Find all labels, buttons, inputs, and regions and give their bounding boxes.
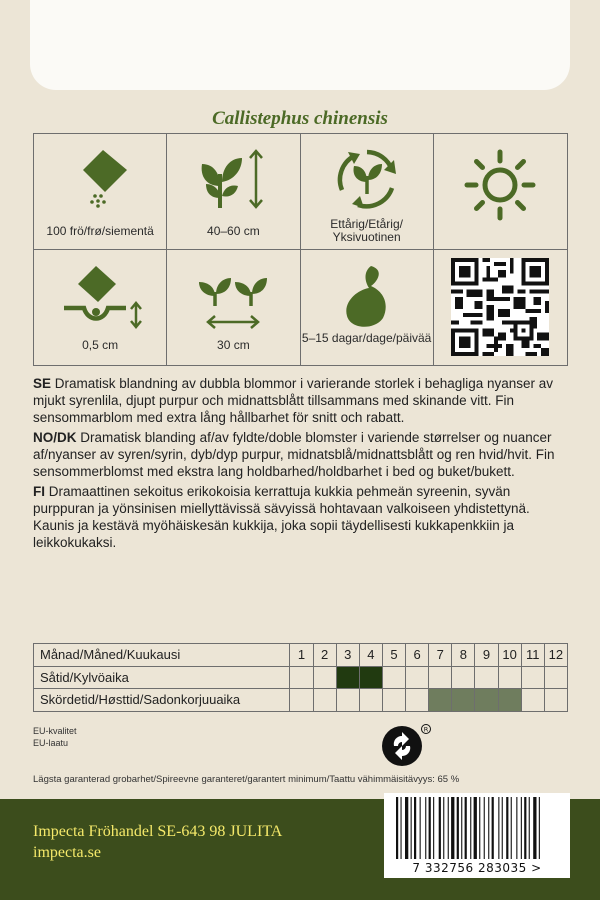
calendar-cell-month-10 — [498, 689, 521, 712]
growing-calendar — [33, 643, 568, 712]
month-2: 2 — [313, 644, 336, 667]
barcode-bars — [384, 797, 570, 859]
barcode-bar — [516, 797, 517, 859]
calendar-cell-month-7 — [429, 666, 452, 689]
barcode-bar — [443, 797, 444, 859]
barcode-bar — [511, 797, 512, 859]
barcode-bar — [539, 797, 540, 859]
calendar-row-label: Såtid/Kylvöaika — [34, 666, 290, 689]
month-6: 6 — [406, 644, 429, 667]
calendar-row-harvest — [34, 689, 568, 712]
barcode-bar — [533, 797, 536, 859]
calendar-header-label: Månad/Måned/Kuukausi — [34, 644, 290, 667]
seed-count-label: 100 frö/frø/siementä — [46, 224, 154, 238]
green-dot-recycling-icon — [380, 722, 432, 768]
height-label: 40–60 cm — [207, 224, 260, 238]
calendar-row-label: Skördetid/Høsttid/Sadonkorjuuaika — [34, 689, 290, 712]
barcode-bar — [502, 797, 503, 859]
description-no-dk — [33, 429, 568, 480]
calendar-cell-month-9 — [475, 666, 498, 689]
calendar-row-sowing — [34, 666, 568, 689]
barcode-bar — [396, 797, 398, 859]
calendar-cell-month-11 — [521, 666, 544, 689]
month-7: 7 — [429, 644, 452, 667]
spacing-cell — [167, 250, 300, 366]
lang-code: FI — [33, 484, 45, 499]
barcode-bar — [461, 797, 462, 859]
month-10: 10 — [498, 644, 521, 667]
barcode-bar — [414, 797, 416, 859]
description-se — [33, 375, 568, 426]
lifecycle-label: Ettårig/Etårig/ Yksivuotinen — [330, 217, 403, 244]
barcode-bar — [465, 797, 467, 859]
calendar-cell-month-2 — [313, 689, 336, 712]
barcode-bar — [529, 797, 530, 859]
calendar-cell-month-8 — [452, 689, 475, 712]
barcode-bar — [451, 797, 454, 859]
description-text: Dramatisk blanding af/av fyldte/doble blomster i variende størrelser og nuancer af/nyanser av syren/syrin, dyb/dyp purpur, midnatsblå/midnattsblått og ren hvid/hvit. Fin sensommerblomst med ekstra lang holdbarhed/holdbarhet i bed og buket/bukett. — [33, 430, 555, 479]
barcode-number: 7 332756 283035 > — [412, 861, 542, 875]
calendar-header-row — [34, 644, 568, 667]
barcode-bar — [429, 797, 431, 859]
calendar-cell-month-8 — [452, 666, 475, 689]
plant-spacing-icon — [193, 268, 273, 332]
company-website[interactable]: impecta.se — [33, 844, 101, 861]
description-fi — [33, 483, 568, 551]
calendar-cell-month-4 — [359, 689, 382, 712]
seed-count-cell — [34, 134, 167, 250]
sowing-depth-icon — [58, 260, 142, 332]
eu-quality-fi: EU-laatu — [33, 738, 69, 748]
barcode-bar — [439, 797, 441, 859]
barcode-bar — [448, 797, 449, 859]
qr-cell — [434, 250, 567, 366]
sowing-depth-cell — [34, 250, 167, 366]
germination-label: 5–15 dagar/dage/päivää — [301, 330, 432, 345]
spacing-label: 30 cm — [217, 337, 250, 352]
barcode-bar — [484, 797, 485, 859]
plant-height-icon — [198, 146, 268, 212]
calendar-cell-month-1 — [290, 666, 313, 689]
annual-cycle-icon — [334, 146, 400, 212]
sun-icon — [463, 148, 537, 222]
month-9: 9 — [475, 644, 498, 667]
calendar-cell-month-6 — [406, 689, 429, 712]
month-12: 12 — [544, 644, 567, 667]
height-cell — [167, 134, 300, 250]
eu-quality — [33, 725, 77, 749]
description-block — [33, 375, 568, 554]
barcode-bar — [401, 797, 402, 859]
barcode-bar — [457, 797, 459, 859]
month-3: 3 — [336, 644, 359, 667]
calendar-cell-month-3 — [336, 689, 359, 712]
germination-guarantee: Lägsta garanterad grobarhet/Spireevne garanteret/garantert minimum/Taattu vähimmäisitävyys: 65 % — [33, 774, 460, 785]
germination-cell — [301, 250, 434, 366]
barcode-bar — [488, 797, 489, 859]
month-11: 11 — [521, 644, 544, 667]
barcode-bar — [405, 797, 408, 859]
calendar-cell-month-9 — [475, 689, 498, 712]
description-text: Dramaattinen sekoitus erikokoisia kerrattuja kukkia pehmeän syreenin, syvän purppuran ja yönsinisen miellyttävissä sävyissä hohtavaan valkoiseen yhdistettynä. Kaunis ja kestävä myöhäiskesän kukkija, joka sopii täydellisesti kukkapenkkiin ja leikkokukaksi. — [33, 484, 530, 550]
calendar-cell-month-7 — [429, 689, 452, 712]
calendar-cell-month-12 — [544, 689, 567, 712]
barcode-bar — [420, 797, 421, 859]
calendar-cell-month-2 — [313, 666, 336, 689]
lang-code: SE — [33, 376, 52, 391]
month-5: 5 — [382, 644, 405, 667]
species-name: Callistephus chinensis — [212, 108, 388, 129]
sun-cell — [434, 134, 567, 250]
eu-quality-se: EU-kvalitet — [33, 726, 77, 736]
lifecycle-cell — [301, 134, 434, 250]
hang-tab — [30, 0, 570, 90]
lang-code: NO/DK — [33, 430, 77, 445]
calendar-cell-month-11 — [521, 689, 544, 712]
calendar-cell-month-3 — [336, 666, 359, 689]
calendar-cell-month-12 — [544, 666, 567, 689]
sowing-depth-label: 0,5 cm — [82, 337, 119, 352]
sprouting-seed-icon — [337, 262, 397, 332]
barcode-bar — [474, 797, 477, 859]
company-address — [33, 821, 282, 863]
barcode-bar — [411, 797, 412, 859]
barcode-bar — [479, 797, 480, 859]
barcode-bar — [498, 797, 499, 859]
barcode-bar — [433, 797, 434, 859]
barcode-bar — [492, 797, 494, 859]
barcode-bar — [521, 797, 522, 859]
barcode-bar — [524, 797, 526, 859]
month-8: 8 — [452, 644, 475, 667]
month-1: 1 — [290, 644, 313, 667]
calendar-cell-month-6 — [406, 666, 429, 689]
calendar-cell-month-5 — [382, 666, 405, 689]
calendar-cell-month-1 — [290, 689, 313, 712]
svg-text:R: R — [423, 725, 429, 734]
calendar-cell-month-10 — [498, 666, 521, 689]
qr-code-icon[interactable] — [451, 258, 549, 356]
barcode — [384, 793, 570, 878]
calendar-cell-month-5 — [382, 689, 405, 712]
description-text: Dramatisk blandning av dubbla blommor i varierande storlek i behagliga nyanser av mjukt syrenlila, djupt purpur och midnattsblått tillsammans med skinande vitt. Fin sensommarblom med extra lång hållbarhet för snitt och rabatt. — [33, 376, 554, 425]
calendar-cell-month-4 — [359, 666, 382, 689]
barcode-bar — [470, 797, 471, 859]
barcode-bar — [506, 797, 508, 859]
company-name: Impecta Fröhandel SE-643 98 JULITA — [33, 823, 283, 840]
seed-packet-icon — [65, 148, 135, 208]
barcode-bar — [425, 797, 426, 859]
month-4: 4 — [359, 644, 382, 667]
icon-grid — [33, 133, 568, 366]
